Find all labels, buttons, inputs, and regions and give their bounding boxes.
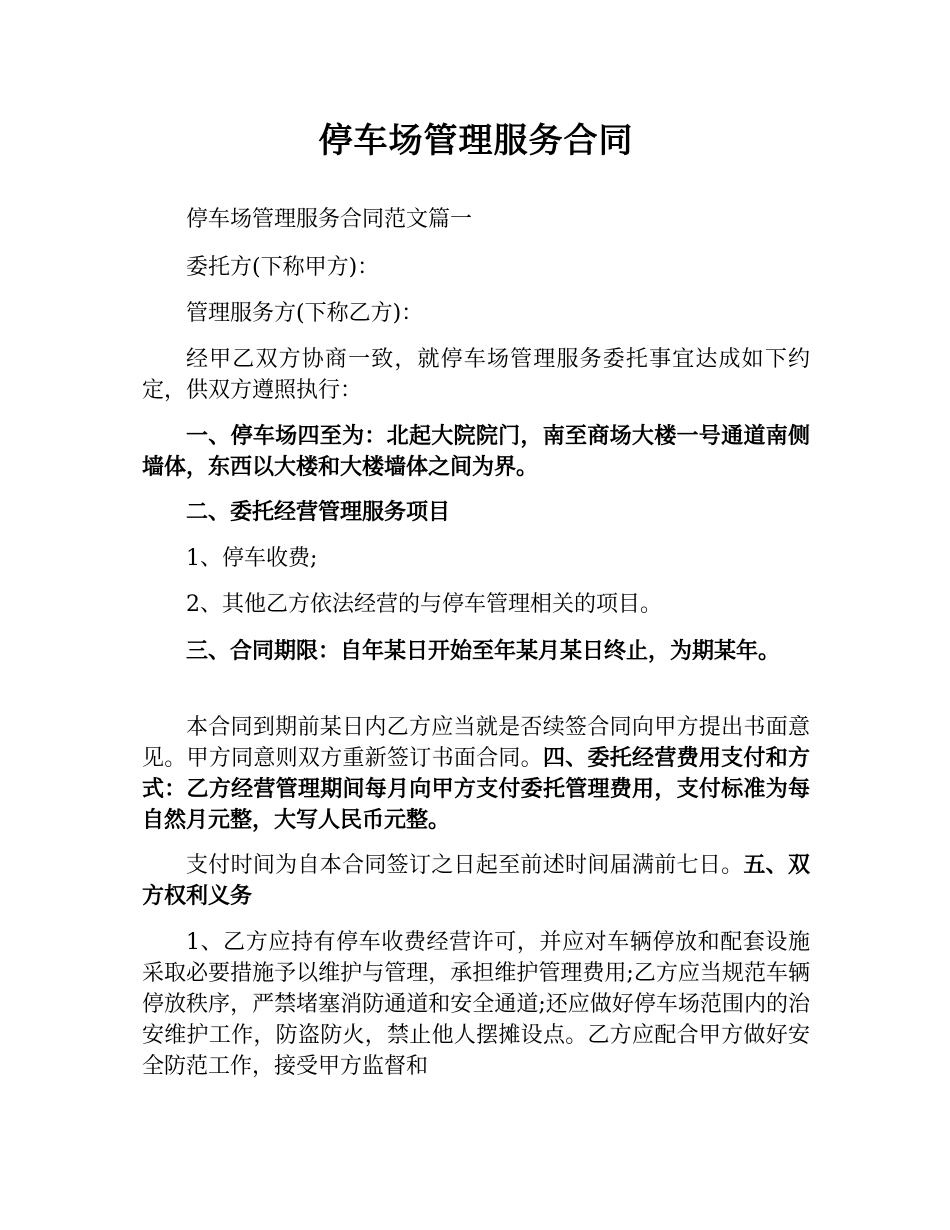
- clause-2-item-2: 2、其他乙方依法经营的与停车管理相关的项目。: [186, 592, 662, 617]
- paragraph-preamble: 经甲乙双方协商一致，就停车场管理服务委托事宜达成如下约定，供双方遵照执行：: [142, 347, 810, 403]
- paragraph-party-a: 委托方(下称甲方)：: [186, 255, 380, 280]
- payment-time-text: 支付时间为自本合同签订之日起至前述时间届满前七日。: [186, 853, 744, 878]
- clause-2-item-1: 1、停车收费;: [186, 546, 318, 571]
- paragraph-subtitle: 停车场管理服务合同范文篇一: [186, 207, 473, 232]
- clause-2-heading: 二、委托经营管理服务项目: [186, 500, 451, 525]
- clause-4-fees: 四、委托经营费用支付和方式：乙方经营管理期间每月向甲方支付委托管理费用，支付标准为每自然月元整，大写人民币元整。: [142, 746, 810, 833]
- paragraph-party-b: 管理服务方(下称乙方)：: [186, 301, 424, 326]
- paragraph-payment-time-and-clause-5: [142, 850, 810, 912]
- paragraph-renewal-and-clause-4: [142, 712, 810, 836]
- clause-5-item-1: 1、乙方应持有停车收费经营许可，并应对车辆停放和配套设施采取必要措施予以维护与管理，承担维护管理费用;乙方应当规范车辆停放秩序，严禁堵塞消防通道和安全通道;还应做好停车场范围内的治安维护工作，防盗防火，禁止他人摆摊设点。乙方应配合甲方做好安全防范工作，接受甲方监督和: [142, 930, 810, 1079]
- clause-5-heading: 五、双方权利义务: [142, 853, 810, 909]
- document-title: 停车场管理服务合同: [318, 121, 634, 161]
- clause-1-boundaries: 一、停车场四至为：北起大院院门，南至商场大楼一号通道南侧墙体，东西以大楼和大楼墙体之间为界。: [142, 424, 810, 480]
- clause-3-term: 三、合同期限：自年某日开始至年某月某日终止，为期某年。: [186, 639, 781, 664]
- renewal-text: 本合同到期前某日内乙方应当就是否续签合同向甲方提出书面意见。甲方同意则双方重新签订书面合同。: [142, 715, 810, 771]
